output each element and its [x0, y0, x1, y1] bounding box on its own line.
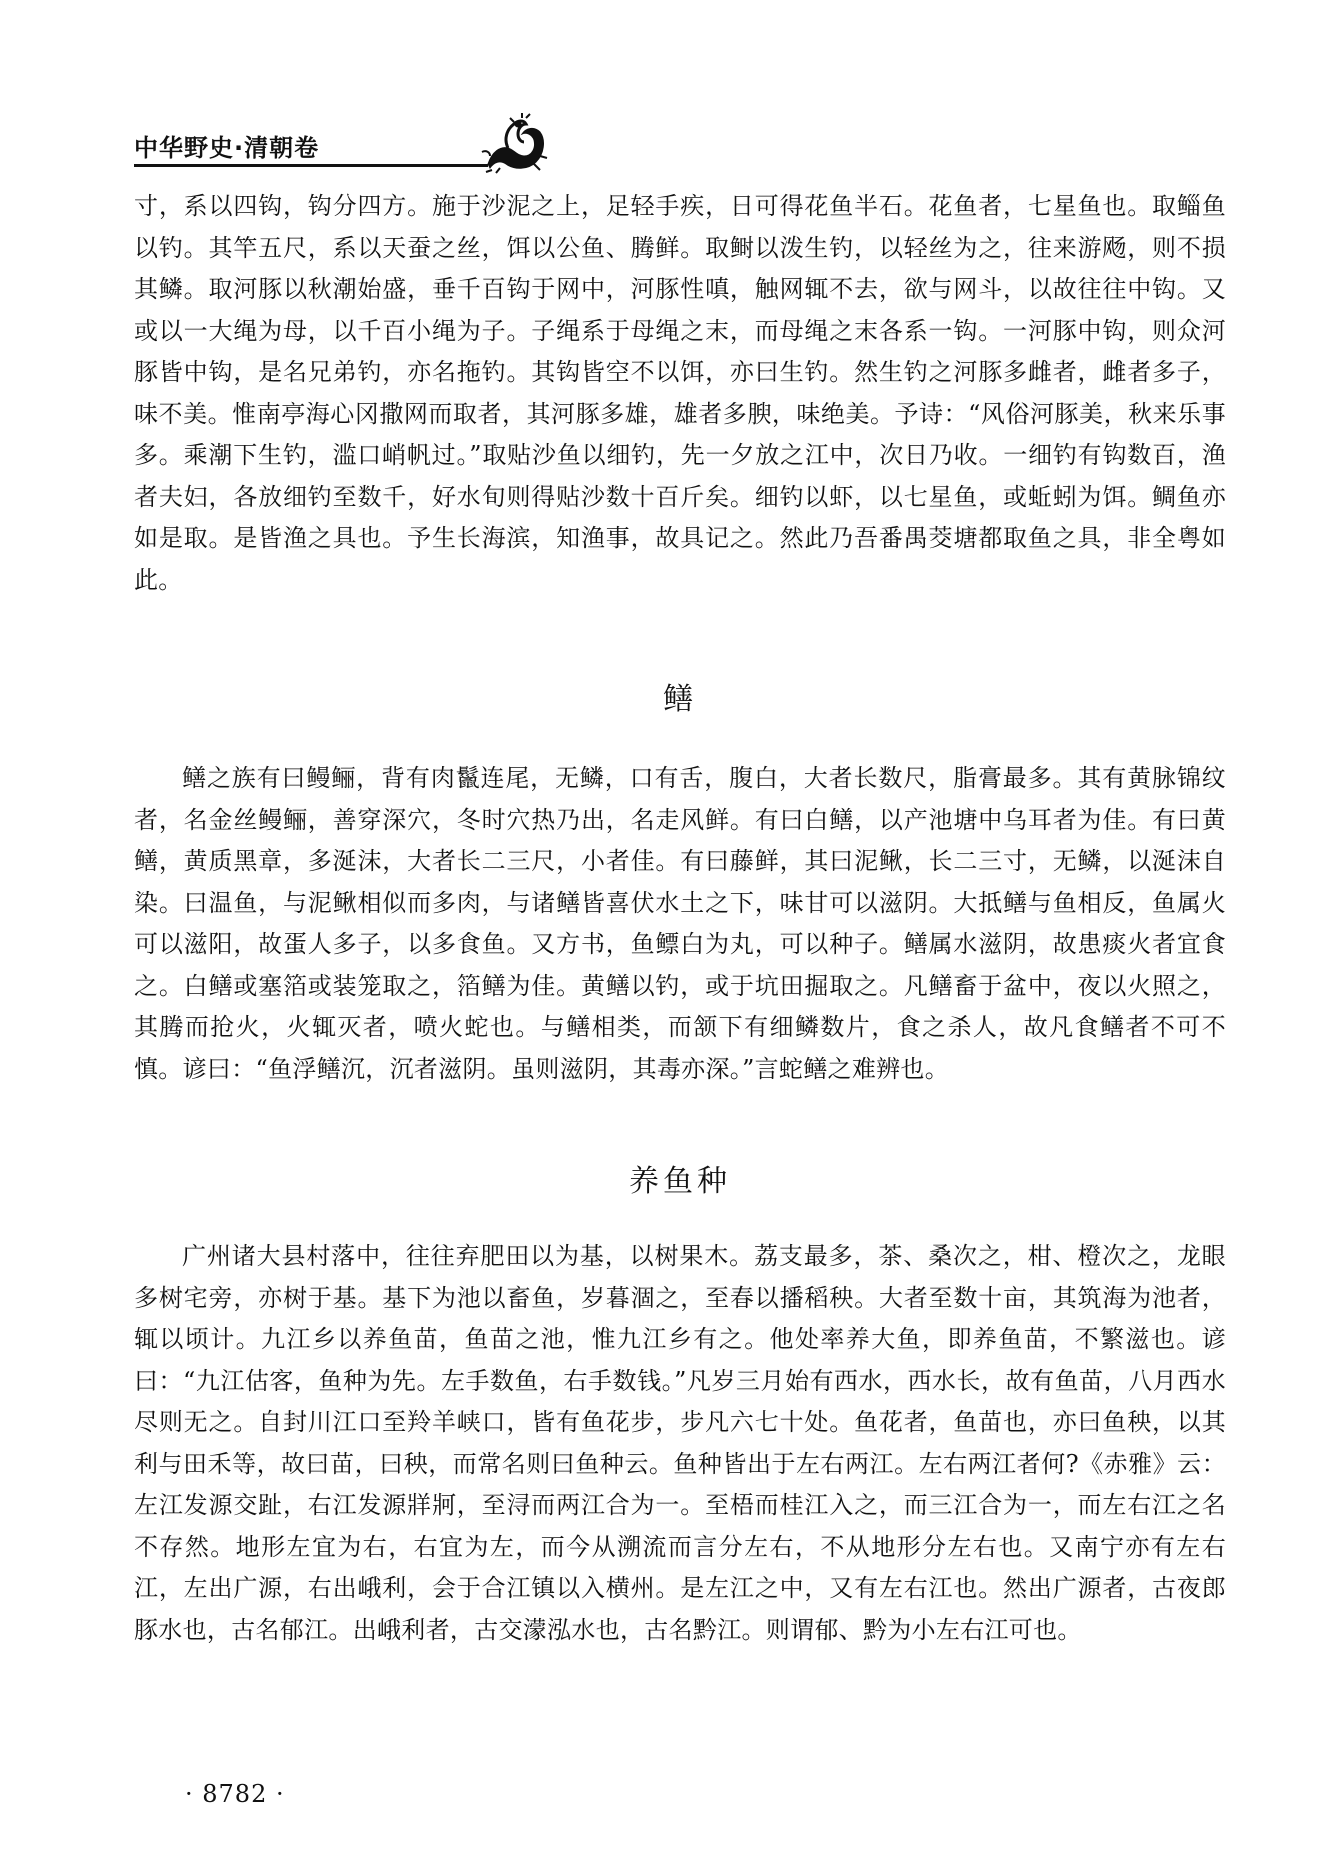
section-title-fish-fry: 养鱼种: [629, 1164, 731, 1199]
paragraph-fish-fry: 广州诸大县村落中，往往弃肥田以为基，以树果木。荔支最多，茶、桑次之，柑、橙次之，龙眼多树宅旁，亦树于基。基下为池以畜鱼，岁暮涸之，至春以播稻秧。大者至数十亩，其筑海为池者，辄以顷计。九江乡以养鱼苗，鱼苗之池，惟九江乡有之。他处率养大鱼，即养鱼苗，不繁滋也。谚曰：“九江估客，鱼种为先。左手数鱼，右手数钱。”凡岁三月始有西水，西水长，故有鱼苗，八月西水尽则无之。自封川江口至羚羊峡口，皆有鱼花步，步凡六七十处。鱼花者，鱼苗也，亦曰鱼秧，以其利与田禾等，故曰苗，曰秧，而常名则曰鱼种云。鱼种皆出于左右两江。左右两江者何?《赤雅》云：左江发源交趾，右江发源牂牁，至浔而两江合为一。至梧而桂江入之，而三江合为一，而左右江之名不存然。地形左宜为右，右宜为左，而今从溯流而言分左右，不从地形分左右也。又南宁亦有左右江，左出广源，右出峨利，会于合江镇以入横州。是左江之中，又有左右江也。然出广源者，古夜郎豚水也，古名郁江。出峨利者，古交濛泓水也，古名黔江。则谓郁、黔为小左右江可也。: [134, 1242, 1226, 1644]
paragraph-fishing-tools: 寸，系以四钩，钩分四方。施于沙泥之上，足轻手疾，日可得花鱼半石。花鱼者，七星鱼也。取鲻鱼以钓。其竿五尺，系以天蚕之丝，饵以公鱼、腾鲜。取鲥以泼生钓，以轻丝为之，往来游飏，则不损其鳞。取河豚以秋潮始盛，垂千百钩于网中，河豚性嗔，触网辄不去，欲与网斗，以故往往中钩。又或以一大绳为母，以千百小绳为子。子绳系于母绳之末，而母绳之末各系一钩。一河豚中钩，则众河豚皆中钩，是名兄弟钓，亦名拖钓。其钩皆空不以饵，亦曰生钓。然生钓之河豚多雌者，雌者多子，味不美。惟南亭海心冈撒网而取者，其河豚多雄，雄者多腴，味绝美。予诗：“风俗河豚美，秋来乐事多。乘潮下生钓，滥口峭帆过。”取贴沙鱼以细钓，先一夕放之江中，次日乃收。一细钓有钩数百，渔者夫妇，各放细钓至数千，好水旬则得贴沙数十百斤矣。细钓以虾，以七星鱼，或蚯蚓为饵。鲷鱼亦如是取。是皆渔之具也。予生长海滨，知渔事，故具记之。然此乃吾番禺茭塘都取鱼之具，非全粤如此。: [134, 192, 1226, 594]
section-title-eel: 鳝: [663, 682, 697, 717]
paragraph-eel: 鳝之族有曰鳗鲡，背有肉鬣连尾，无鳞，口有舌，腹白，大者长数尺，脂膏最多。其有黄脉锦纹者，名金丝鳗鲡，善穿深穴，冬时穴热乃出，名走风鲜。有曰白鳝，以产池塘中乌耳者为佳。有曰黄鳝，黄质黑章，多涎沫，大者长二三尺，小者佳。有曰藤鲜，其曰泥鳅，长二三寸，无鳞，以涎沫自染。曰温鱼，与泥鳅相似而多肉，与诸鳝皆喜伏水土之下，味甘可以滋阴。大抵鳝与鱼相反，鱼属火可以滋阳，故蛋人多子，以多食鱼。又方书，鱼鳔白为丸，可以种子。鳝属水滋阴，故患痰火者宜食之。白鳝或塞箔或装笼取之，箔鳝为佳。黄鳝以钓，或于坑田掘取之。凡鳝畜于盆中，夜以火照之，其腾而抢火，火辄灭者，喷火蛇也。与鳝相类，而颔下有细鳞数片，食之杀人，故凡食鳝者不可不慎。谚曰：“鱼浮鳝沉，沉者滋阴。虽则滋阴，其毒亦深。”言蛇鳝之难辨也。: [134, 764, 1226, 1083]
dragon-icon: [478, 112, 550, 174]
page-number: · 8782 ·: [185, 1780, 285, 1808]
header-title: 中华野史·清朝卷: [134, 134, 320, 162]
running-header: [134, 112, 1226, 172]
header-rule: [134, 164, 488, 167]
